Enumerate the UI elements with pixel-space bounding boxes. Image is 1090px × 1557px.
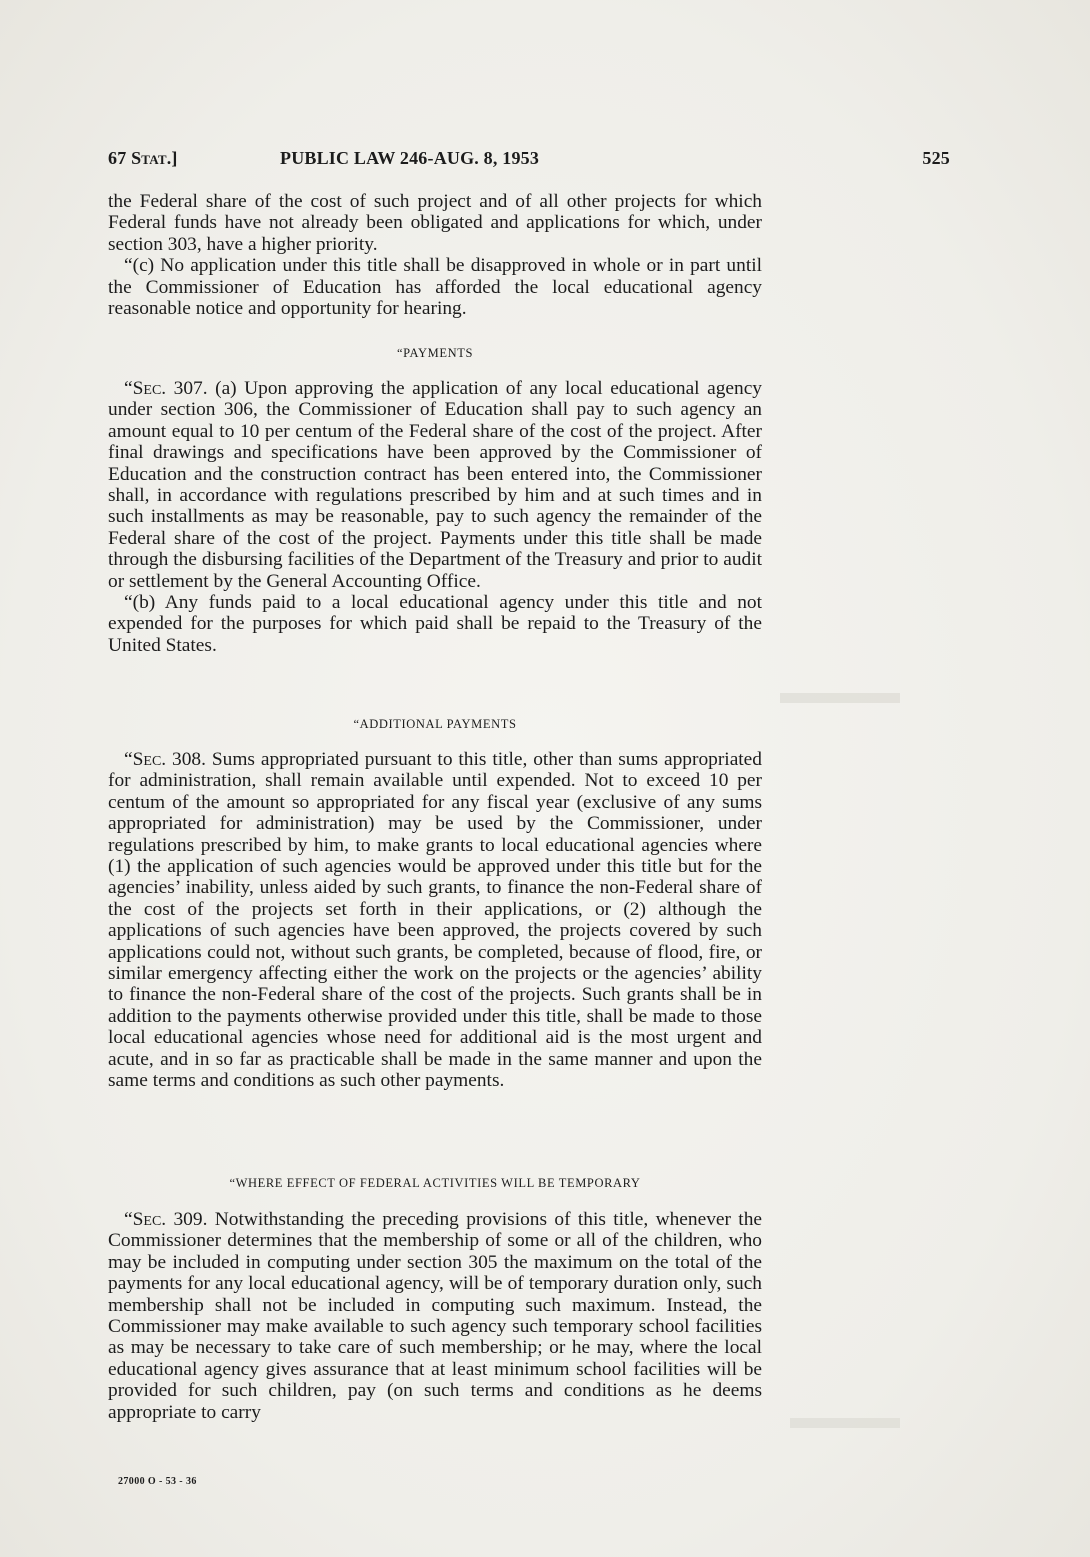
paragraph-308	[108, 749, 762, 1092]
paragraph-308-text: 308. Sums appropriated pursuant to this title, other than sums appropriated for administration, shall remain available until expended. Not to exceed 10 per centum of the amount so appropriated for any fiscal year (exclusive of any sums appropriated for administration) may be used by the Commissioner, under regulations prescribed by him, to make grants to local educational agencies where (1) the application of such agencies would be approved under this title but for the agencies’ inability, unless aided by such grants, to finance the non-Federal share of the cost of the projects set forth in their applications, or (2) although the applications of such agencies have been approved, the projects covered by such applications could not, without such grants, be completed, because of flood, fire, or similar emergency affecting either the work on the projects or the agencies’ ability to finance the non-Federal share of the cost of the projects. Such grants shall be in addition to the payments otherwise provided under this title, shall be made to those local educational agencies whose need for additional aid is the most urgent and acute, and in so far as practicable shall be made in the same manner and upon the same terms and conditions as such other payments.	[108, 749, 762, 1092]
sec-label: “Sec.	[124, 1209, 167, 1230]
paragraph-309-text: 309. Notwithstanding the preceding provisions of this title, whenever the Commissioner determines that the membership of some or all of the children, who may be included in computing under section 305 the maximum on the total of the payments for any local educational agency, will be of temporary duration only, such membership shall not be included in computing such maximum. Instead, the Commissioner may make available to such agency such temporary school facilities as may be necessary to take care of such membership; or he may, where the local educational agency gives assurance that at least minimum school facilities will be provided for such children, pay (on such terms and conditions as he deems appropriate to carry	[108, 1209, 762, 1423]
paragraph-continuation: the Federal share of the cost of such project and of all other projects for which Federal funds have not already been obligated and applications for which, under section 303, have a higher priority.	[108, 191, 762, 255]
heading-temporary-effect: “WHERE EFFECT OF FEDERAL ACTIVITIES WILL BE TEMPORARY	[229, 1176, 641, 1190]
print-job-footer: 27000 O - 53 - 36	[118, 1476, 197, 1487]
bleed-through-mark	[790, 1418, 900, 1428]
text-block-section-307	[108, 378, 762, 656]
heading-additional-payments: “ADDITIONAL PAYMENTS	[353, 717, 517, 731]
page-number: 525	[922, 148, 950, 168]
paragraph-307b: “(b) Any funds paid to a local educational agency under this title and not expended for the purposes for which paid shall be repaid to the Treasury of the United States.	[108, 592, 762, 656]
paragraph-309	[108, 1209, 762, 1423]
paragraph-307a	[108, 378, 762, 592]
law-title: PUBLIC LAW 246-AUG. 8, 1953	[280, 148, 540, 168]
text-block-section-308	[108, 749, 762, 1092]
heading-payments: “PAYMENTS	[396, 346, 474, 360]
paragraph-307a-text: 307. (a) Upon approving the application of any local educational agency under section 306, the Commissioner of Education shall pay to such agency an amount equal to 10 per centum of the Federal share of the cost of the project. After final drawings and specifications have been approved by the Commissioner of Education and the construction contract has been entered into, the Commissioner shall, in accordance with regulations prescribed by him and at such times and in such installments as may be reasonable, pay to such agency the remainder of the Federal share of the cost of the project. Payments under this title shall be made through the disbursing facilities of the Department of the Treasury and prior to audit or settlement by the General Accounting Office.	[108, 378, 762, 592]
paragraph-306c: “(c) No application under this title shall be disapproved in whole or in part until the Commissioner of Education has afforded the local educational agency reasonable notice and opportunity for hearing.	[108, 255, 762, 320]
running-header	[108, 148, 950, 172]
text-block-section-309	[108, 1209, 762, 1423]
volume-citation: 67 Stat.]	[108, 148, 178, 168]
text-block-section-306	[108, 191, 762, 319]
bleed-through-mark	[780, 693, 900, 703]
sec-label: “Sec.	[124, 378, 167, 399]
sec-label: “Sec.	[124, 749, 167, 770]
